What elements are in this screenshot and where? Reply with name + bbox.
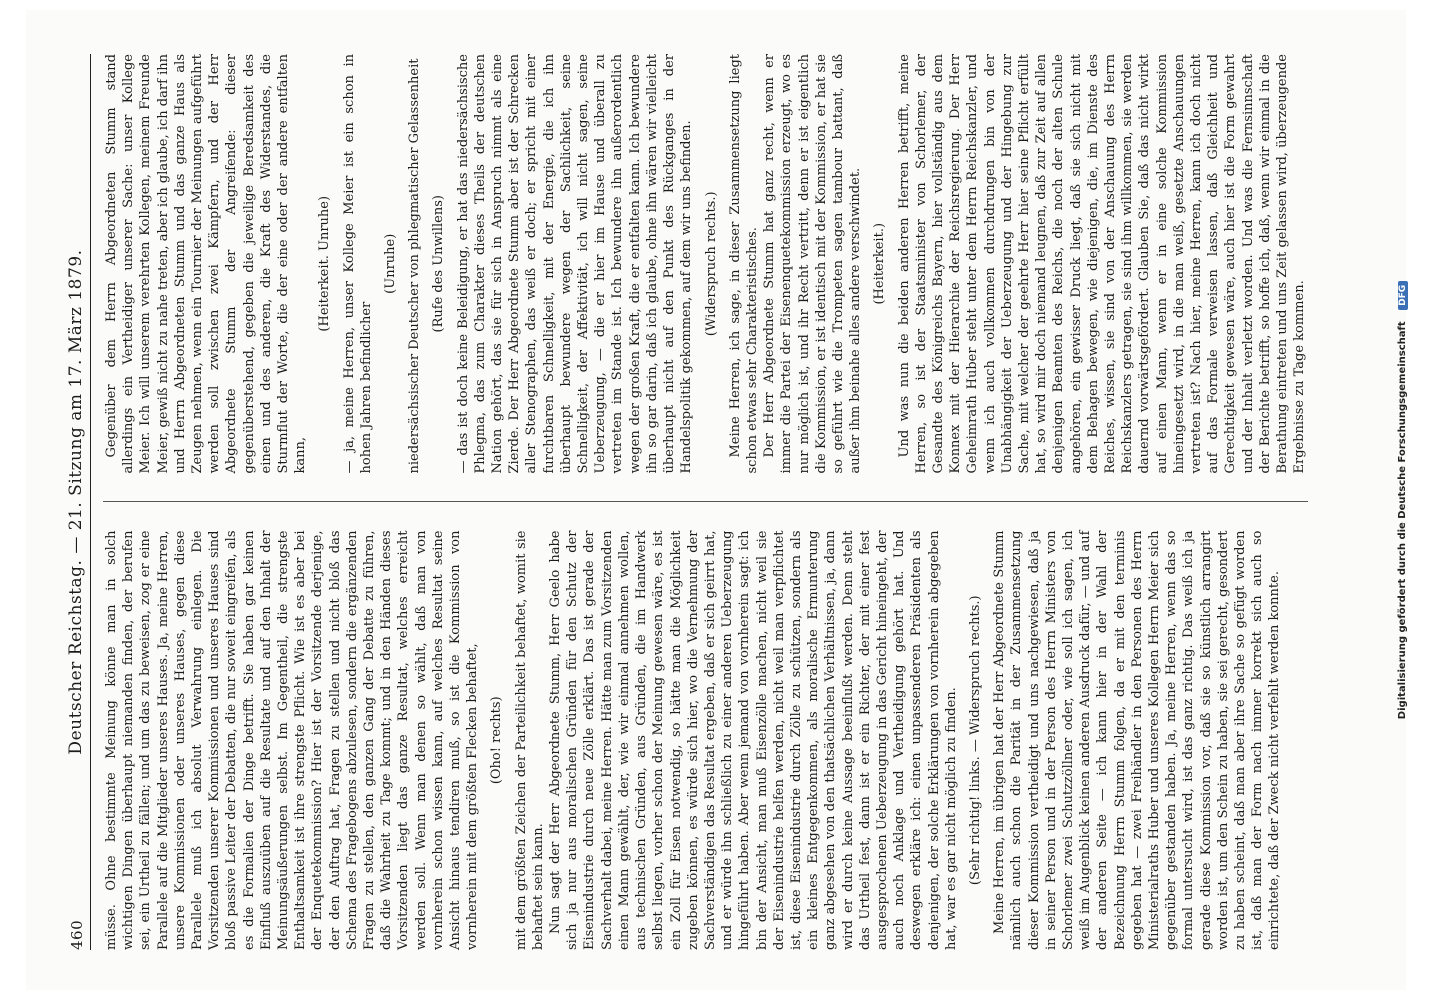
stage-direction: (Oho! rechts) (489, 696, 505, 785)
paragraph: mit dem größten Zeichen der Parteilichkeit behaftet, womit sie behaftet sein kann. (513, 530, 546, 950)
column-divider (103, 502, 1308, 503)
stage-direction: (Rufe des Unwillens) (431, 195, 447, 333)
paragraph: — ja, meine Herren, unser Kollege Meier ist ein schon in hohen Jahren befindlicher (341, 54, 374, 474)
paragraph: Gegenüber dem Herrn Abgeordneten Stumm stand allerdings ein Vertheidiger unserer Sache: unser Kollege Meier. Ich will unserem verehrten Kollegen, meinem Freunde Meier, gewiß nicht zu nahe treten, aber ich glaube, ich darf ihn und Herrn Abgeordneten Stumm und das ganze Haus als Zeugen nehmen, wenn ein Tournier der Meinungen aufgeführt werden soll zwischen zwei Kämpfern, und der Herr Abgeordnete Stumm der Angreifende: dieser gegenüberstehend, gegeben die jeweilige Beredsamkeit des einen und des anderen, die Kraft des Widerstandes, die Sturmflut der Worte, die der eine oder der andere entfalten kann, (104, 54, 309, 474)
document-page (26, 10, 1406, 990)
stage-direction: (Widerspruch rechts.) (703, 191, 719, 337)
left-column (103, 531, 1308, 951)
paragraph: niedersächsischer Deutscher von phlegmatischer Gelassenheit (407, 58, 423, 474)
page-number: 460 (68, 919, 86, 950)
credit-text: Digitalisierung gefördert durch die Deutsche Forschungsgemeinschaft (1397, 321, 1408, 720)
paragraph: — das ist doch keine Beleidigung, er hat das niedersächsische Phlegma, das zum Charakter dieses Theils der deutschen Nation gehört, das sie für sich in Anspruch nimmt als eine Zierde. Der Herr Abgeordnete Stumm aber ist der Schrecken aller Stenographen, das weiß er doch; er spricht mit einer furchtbaren Schnelligkeit, mit der Energie, die ich ihn überhaupt bewundere wegen der Sachlichkeit, seine Schnelligkeit, der Affektivität, ich will nicht sagen, seine Ueberzeugung, — die er hier im Hause und überall zu vertreten im Stande ist. Ich bewundere ihn außerordentlich wegen der großen Kraft, die er entfalten kann. Ich bewundere ihn so gar darin, daß ich glaube, ohne ihn wären wir vielleicht überhaupt nicht auf den Punkt des Rückganges in der Handelspolitik gekommen, auf dem wir uns befinden. (455, 54, 695, 474)
paragraph: Nun sagt der Herr Abgeordnete Stumm, Herr Geelo habe sich ja nur aus moralischen Gründen für den Schutz der Eisenindustrie durch neue Zölle erklärt. Das ist gerade der Sachverhalt dabei, meine Herren. Hätte man zum Vorsitzenden einen Mann gewählt, der, wie wir einmal annehmen wollen, aus technischen Gründen, aus Gründen, die im Handwerk selbst liegen, vorher schon der Meinung gewesen wäre, es ist ein Zoll für Eisen notwendig, so hätte man die Möglichkeit zugeben können, es würde sich hier, wo die Vernehmung der Sachverständigen das Resultat ergeben, daß er sich geirrt hat, und er würde ihn schließlich zu einer anderen Ueberzeugung hingeführt haben. Aber wenn jemand von vornherein sagt: ich bin der Ansicht, man muß Eisenzölle machen, nicht weil sie der Eisenindustrie helfen werden, nicht weil man verpflichtet ist, diese Eisenindustrie durch Zölle zu schützen, sondern als ein kleines Entgegenkommen, als moralische Ermunterung ganz abgesehen von den thatsächlichen Verhältnissen, ja, dann wird er durch keine Aussage beeinflußt werden. Denn steht das Urtheil fest, dann ist er ein Richter, der mit einer fest ausgesprochenen Ueberzeugung in das Gericht hineingeht, der auch noch Anklage und Vertheidigung gehört hat. Und deswegen erkläre ich: einen unpassenderen Präsidenten als denjenigen, der solche Erklärungen von vornherein abgegeben hat, war es gar nicht möglich zu finden. (548, 530, 959, 950)
page-header (60, 54, 91, 950)
paragraph: Meine Herren, ich sage, in dieser Zusammensetzung liegt schon etwas sehr Charakteristisches. (727, 54, 760, 474)
stage-direction: (Unruhe) (383, 233, 399, 294)
paragraph: müsse. Ohne bestimmte Meinung könne man in solch wichtigen Dingen überhaupt niemanden finden, der berufen sei, ein Urtheil zu fällen; und um das zu beweisen, zog er eine Parallele auf die Mitglieder unseres Hauses. Ja, meine Herren, unsere Kommissionen oder unseres Hauses, gegen diese Parallele muß ich absolut Verwahrung einlegen. Die Vorsitzenden unserer Kommissionen und unseres Hauses sind bloß passive Leiter der Debatten, die nur soweit eingreifen, als es die Formalien der Dinge betrifft. Sie haben gar keinen Einfluß auszuüben auf die Resultate und auf den Inhalt der Meinungsäußerungen selbst. Im Gegentheil, die strengste Enthaltsamkeit ist ihre strengste Pflicht. Wie ist es aber bei der Enquetekommission? Hier ist der Vorsitzende derjenige, der den Auftrag hat, Fragen zu stellen und nicht bloß das Schema des Fragebogens abzulesen, sondern die ergänzenden Fragen zu stellen, den ganzen Gang der Debatte zu führen, daß die Wahrheit zu Tage kommt; und in den Händen dieses Vorsitzenden liegt das ganze Resultat, welches erreicht werden soll. Wenn man denen so wählt, daß man von vornherein schon wissen kann, auf welches Resultat seine Ansicht hinaus tendiren muß, so ist die Kommission von vornherein mit dem größten Flecken behaftet, (104, 530, 481, 950)
running-title: Deutscher Reichstag. — 21. Sitzung am 17. März 1879. (66, 249, 86, 755)
stage-direction: (Sehr richtig! links. — Widerspruch rechts.) (967, 595, 983, 886)
digitization-credit (1397, 10, 1408, 990)
paragraph: Meine Herren, im übrigen hat der Herr Abgeordnete Stumm nämlich auch schon die Parität in der Zusammensetzung dieser Kommission vertheidigt und uns nachgewiesen, daß ja in seiner Person und in der Person des Herrn Ministers von Schorlemer zwei Schutzzöllner oder, wie soll ich sagen, ich weiß im Augenblick keinen anderen Ausdruck dafür, — und auf der anderen Seite — ich kann hier in der Wahl der Bezeichnung Herrn Stumm folgen, da er mit den terminis gegeben hat — zwei Freihändler in den Personen des Herrn Ministerialraths Huber und unseres Kollegen Herrn Meier sich gegenüber gestanden haben. Ja, meine Herren, wenn das so formal untersucht wird, ist das ganz richtig. Das weiß ich ja gerade diese Kommission vor, daß sie so künstlich arrangirt worden ist, um den Schein zu haben, sie sei gerecht, gesondert zu haben scheint, daß man aber ihre Sache so gefügt worden ist, daß man der Form nach immer korrekt sich auch so einrichtete, daß der Zweck nicht verfehlt werden konnte. (992, 530, 1283, 950)
right-column (103, 54, 1308, 474)
dfg-logo: DFG (1398, 281, 1408, 310)
paragraph: Der Herr Abgeordnete Stumm hat ganz recht, wenn er immer die Partei der Eisenenquetekommission erzeugt, wo es nur möglich ist, und ihr Recht vertritt, denn er ist eigentlich die Kommission, er ist identisch mit der Kommission, er hat sie so geführt wie die Trompeten sagen tambour battant, daß außer ihm beinahe alles andere verschwindet. (762, 54, 864, 474)
stage-direction: (Heiterkeit. Unruhe) (317, 195, 333, 332)
stage-direction: (Heiterkeit.) (872, 222, 888, 305)
paragraph: Und was nun die beiden anderen Herren betrifft, meine Herren, so ist der Staatsminister von Schorlemer, der Gesandte des Königreichs Bayern, hier vollständig aus dem Konnex mit der Hierarchie der Reichsregierung. Der Herr Geheimrath Huber steht unter dem Herrn Reichskanzler, und wenn ich auch vollkommen durchdrungen bin von der Unabhängigkeit der Ueberzeugung und der Hingebung zur Sache, mit welcher der geehrte Herr hier seine Pflicht erfüllt hat, so wird mir doch niemand leugnen, daß zur Zeit auf allen denjenigen Beamten des Reichs, die noch der alten Schule angehören, ein gewisser Druck liegt, daß sie sich nicht mit dem Behagen bewegen, wie diejenigen, die, im Dienste des Reiches, wissen, sie sind von der Anschauung des Herrn Reichskanzlers getragen, sie sind ihm willkommen, sie werden dauernd vorwärtsgefördert. Glauben Sie, daß das nicht wirkt auf einen Mann, wenn er in eine solche Kommission hineingesetzt wird, in die man weiß, gesetzte Anschauungen vertreten ist? Nach hier, meine Herren, kann ich doch nicht auf das Formale verweisen lassen, daß Gleichheit und Gerechtigkeit gewesen wäre, auch hier ist die Form gewahrt und der Inhalt verletzt worden. Und was die Fernsinnschaft der Berichte betrifft, so hoffe ich, daß, wenn wir einmal in die Berathung eintreten und uns Zeit gelassen wird, überzeugende Ergebnisse zu Tage kommen. (896, 54, 1308, 474)
text-columns (103, 54, 1308, 950)
